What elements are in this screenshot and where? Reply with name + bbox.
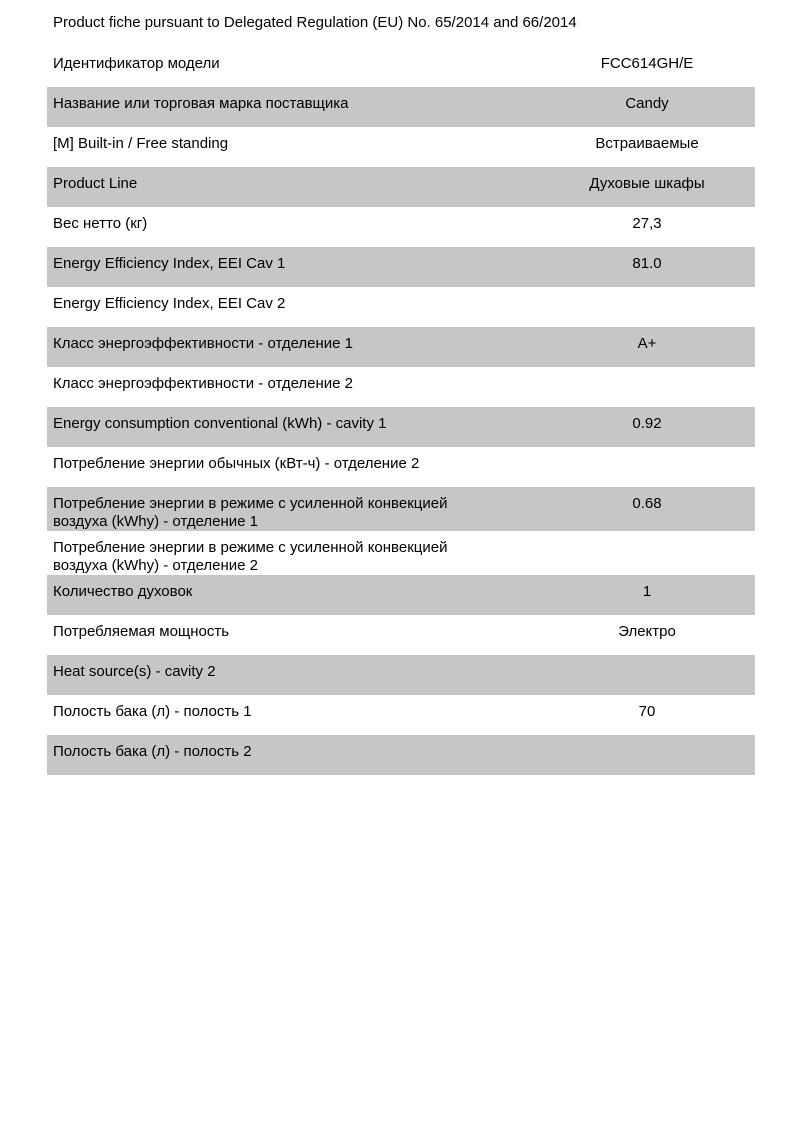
table-row bbox=[47, 615, 755, 655]
row-label-text: Полость бака (л) - полость 1 bbox=[53, 703, 252, 720]
row-label bbox=[47, 47, 539, 73]
row-label bbox=[47, 127, 539, 153]
row-label bbox=[47, 447, 539, 473]
row-label bbox=[47, 167, 539, 193]
row-label bbox=[47, 735, 539, 761]
row-value bbox=[539, 447, 755, 455]
row-label bbox=[47, 327, 539, 353]
table-row bbox=[47, 287, 755, 327]
row-value: 27,3 bbox=[632, 215, 662, 232]
row-value bbox=[539, 367, 755, 375]
row-label-text: Идентификатор модели bbox=[53, 55, 220, 72]
table-row bbox=[47, 367, 755, 407]
row-label bbox=[47, 247, 539, 273]
row-label-text: Название или торговая марка поставщика bbox=[53, 95, 349, 112]
table-row bbox=[47, 47, 755, 87]
row-value: A+ bbox=[637, 335, 657, 352]
table-row bbox=[47, 167, 755, 207]
row-label bbox=[47, 287, 539, 313]
row-value bbox=[539, 531, 755, 539]
row-label-text: Потребляемая мощность bbox=[53, 623, 230, 640]
page-title: Product fiche pursuant to Delegated Regulation (EU) No. 65/2014 and 66/2014 bbox=[53, 14, 577, 31]
row-value: 1 bbox=[642, 583, 652, 600]
row-label-text: Класс энергоэффективности - отделение 2 bbox=[53, 375, 354, 392]
row-label-text: [M] Built-in / Free standing bbox=[53, 135, 229, 152]
row-value: Духовые шкафы bbox=[589, 175, 705, 192]
table-row bbox=[47, 127, 755, 167]
row-label bbox=[47, 407, 539, 433]
table-row bbox=[47, 447, 755, 487]
row-label-text: Полость бака (л) - полость 2 bbox=[53, 743, 252, 760]
row-label-text: Heat source(s) - cavity 2 bbox=[53, 663, 216, 680]
row-value: Candy bbox=[625, 95, 669, 112]
row-value: 70 bbox=[638, 703, 656, 720]
row-label bbox=[47, 531, 539, 575]
row-label bbox=[47, 695, 539, 721]
table-row bbox=[47, 327, 755, 367]
row-value bbox=[539, 655, 755, 663]
row-label-text: Потребление энергии обычных (кВт-ч) - отделение 2 bbox=[53, 455, 420, 472]
row-label bbox=[47, 615, 539, 641]
row-label bbox=[47, 655, 539, 681]
table-row bbox=[47, 695, 755, 735]
row-label-text: Energy consumption conventional (kWh) - cavity 1 bbox=[53, 415, 387, 432]
table-row bbox=[47, 207, 755, 247]
row-label-text: Energy Efficiency Index, EEI Cav 1 bbox=[53, 255, 286, 272]
row-value: 0.92 bbox=[632, 415, 662, 432]
row-value bbox=[539, 735, 755, 743]
row-value: Встраиваемые bbox=[595, 135, 699, 152]
row-value: 81.0 bbox=[632, 255, 662, 272]
row-label bbox=[47, 487, 539, 531]
table-row bbox=[47, 735, 755, 775]
table-row bbox=[47, 407, 755, 447]
row-label-text: Класс энергоэффективности - отделение 1 bbox=[53, 335, 354, 352]
row-label bbox=[47, 575, 539, 601]
row-label-text: Потребление энергии в режиме с усиленной конвекцией воздуха (kWhy) - отделение 1 bbox=[53, 495, 448, 530]
product-fiche-table bbox=[47, 47, 755, 775]
row-value: FCC614GH/E bbox=[600, 55, 694, 72]
row-label-text: Потребление энергии в режиме с усиленной конвекцией воздуха (kWhy) - отделение 2 bbox=[53, 539, 448, 574]
row-label bbox=[47, 87, 539, 113]
row-value bbox=[539, 287, 755, 295]
row-label-text: Количество духовок bbox=[53, 583, 193, 600]
row-value: 0.68 bbox=[632, 495, 662, 512]
row-value: Электро bbox=[618, 623, 676, 640]
table-row bbox=[47, 247, 755, 287]
table-row bbox=[47, 655, 755, 695]
row-label-text: Вес нетто (кг) bbox=[53, 215, 148, 232]
table-row bbox=[47, 487, 755, 531]
table-row bbox=[47, 575, 755, 615]
row-label bbox=[47, 367, 539, 393]
row-label-text: Energy Efficiency Index, EEI Cav 2 bbox=[53, 295, 286, 312]
table-row bbox=[47, 87, 755, 127]
row-label-text: Product Line bbox=[53, 175, 138, 192]
row-label bbox=[47, 207, 539, 233]
table-row bbox=[47, 531, 755, 575]
